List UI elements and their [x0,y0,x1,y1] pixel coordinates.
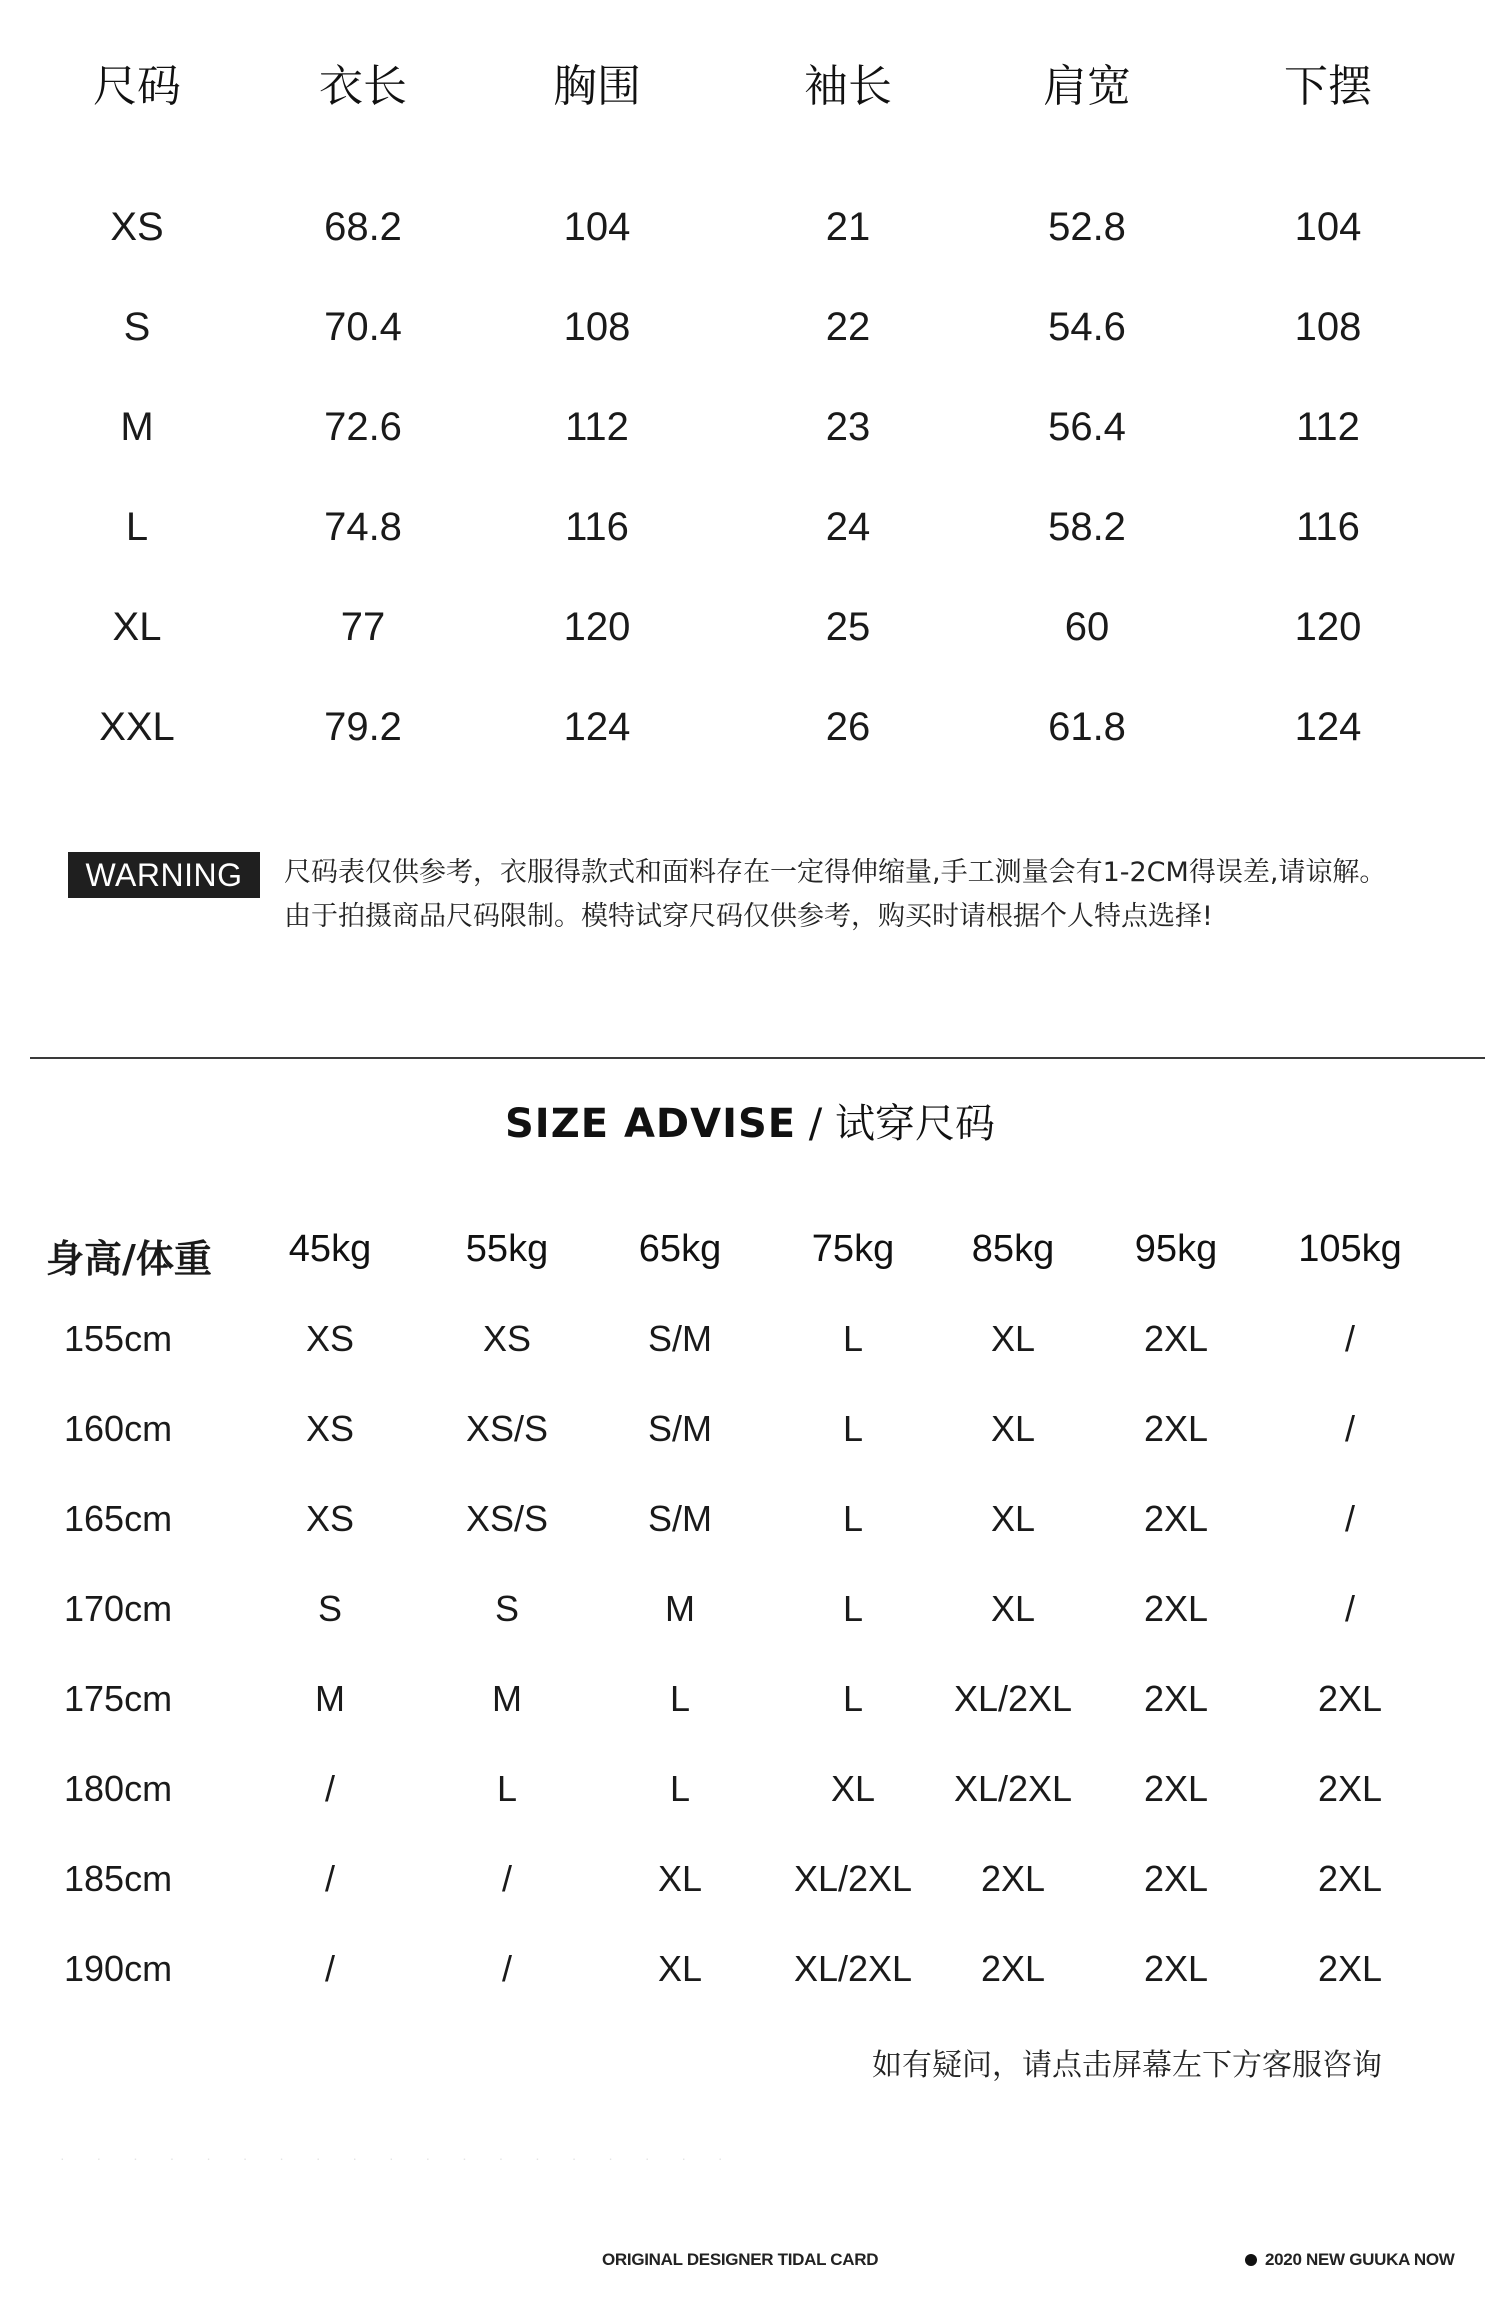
height-row-label: 155cm [64,1318,173,1359]
weight-header: 55kg [465,1228,549,1270]
size-advise-cell: 2XL [980,1858,1046,1899]
size-advise-cell: 2XL [1143,1858,1209,1899]
height-row-label: 170cm [64,1588,173,1629]
contact-note: 如有疑问，请点击屏幕左下方客服咨询 [872,2048,1382,2083]
height-row-label: 185cm [64,1858,173,1899]
size-advise-cell: XL [830,1768,876,1809]
size-chart-header: 袖长 [804,61,892,112]
size-advise-cell: 2XL [1143,1948,1209,1989]
size-chart-cell: 120 [563,605,631,649]
size-chart-header: 衣长 [319,61,407,112]
size-advise-cell: XL/2XL [953,1768,1073,1809]
weight-header: 95kg [1134,1228,1218,1270]
size-chart-cell: 77 [340,605,386,649]
size-advise-cell: S [317,1588,343,1629]
size-advise-title-cn: / 试穿尺码 [796,1101,995,1147]
size-advise-cell: 2XL [1143,1588,1209,1629]
height-row-label: 175cm [64,1678,173,1719]
height-row-label: 160cm [64,1408,173,1449]
size-chart-cell: 112 [565,405,629,449]
size-chart-cell: 120 [1294,605,1362,649]
size-chart-cell: 60 [1064,605,1110,649]
size-advise-cell: 2XL [1143,1408,1209,1449]
size-advise-cell: S/M [647,1408,713,1449]
weight-header: 75kg [811,1228,895,1270]
warning-line-2: 由于拍摄商品尺码限制。模特试穿尺码仅供参考，购买时请根据个人特点选择! [284,901,1213,932]
size-chart-header: 下摆 [1284,61,1372,112]
size-advise-cell: / [324,1948,336,1989]
size-chart-size-label: M [120,405,154,449]
size-chart-cell: 21 [825,205,871,249]
size-advise-cell: S/M [647,1318,713,1359]
size-advise-cell: L [842,1588,864,1629]
size-advise-cell: / [324,1858,336,1899]
size-chart-cell: 56.4 [1048,405,1126,449]
size-advise-cell: / [1344,1498,1356,1539]
size-chart-cell: 24 [825,505,871,549]
size-advise-cell: XS [305,1498,355,1539]
size-advise-cell: XL [990,1588,1036,1629]
size-chart-cell: 72.6 [324,405,402,449]
size-chart-cell: 104 [563,205,631,249]
size-chart-cell: 108 [1294,305,1362,349]
size-chart-cell: 124 [1294,705,1362,749]
size-advise-cell: XL/2XL [793,1858,913,1899]
size-advise-cell: XS [482,1318,532,1359]
faint-watermark-text: · · · · · · · · · · · · · · · · · · · [60,2150,737,2166]
size-chart-cell: 54.6 [1048,305,1126,349]
size-chart-size-label: S [123,305,151,349]
size-chart-cell: 58.2 [1048,505,1126,549]
size-advise-cell: / [1344,1588,1356,1629]
size-chart-size-label: XXL [99,705,175,749]
size-advise-cell: 2XL [1317,1678,1383,1719]
size-chart-cell: 26 [825,705,871,749]
size-chart-cell: 23 [825,405,871,449]
size-advise-cell: XS/S [465,1498,549,1539]
weight-header: 105kg [1298,1228,1402,1270]
size-chart-cell: 25 [825,605,871,649]
size-chart-header: 尺码 [93,61,181,112]
height-row-label: 165cm [64,1498,173,1539]
size-advise-cell: 2XL [1317,1948,1383,1989]
size-advise-cell: 2XL [1317,1768,1383,1809]
footer-right [1245,2250,1455,2270]
size-advise-cell: 2XL [1143,1768,1209,1809]
size-chart-cell: 112 [1296,405,1360,449]
size-chart-cell: 61.8 [1048,705,1126,749]
weight-header: 85kg [971,1228,1055,1270]
size-advise-cell: XL [990,1498,1036,1539]
size-advise-cell: L [842,1678,864,1719]
size-advise-cell: L [842,1318,864,1359]
size-advise-cell: L [842,1498,864,1539]
size-chart-cell: 22 [825,305,871,349]
size-chart-cell: 108 [563,305,631,349]
size-chart-header: 肩宽 [1043,61,1131,112]
bullet-dot-icon [1245,2254,1257,2266]
size-advise-cell: L [842,1408,864,1449]
size-advise-cell: XL/2XL [793,1948,913,1989]
size-advise-cell: / [501,1858,513,1899]
size-chart-header: 胸围 [553,61,641,112]
height-weight-label: 身高/体重 [46,1237,212,1281]
warning-line-1: 尺码表仅供参考，衣服得款式和面料存在一定得伸缩量,手工测量会有1-2CM得误差,请谅解。 [284,857,1387,888]
size-chart-cell: 79.2 [324,705,402,749]
size-advise-cell: L [669,1768,691,1809]
size-advise-cell: / [501,1948,513,1989]
size-advise-cell: XS/S [465,1408,549,1449]
size-chart-cell: 74.8 [324,505,402,549]
size-advise-cell: XL/2XL [953,1678,1073,1719]
size-advise-cell: XS [305,1408,355,1449]
size-advise-cell: 2XL [1143,1498,1209,1539]
size-advise-cell: XL [990,1408,1036,1449]
size-advise-title [0,1092,1500,1149]
size-advise-cell: L [669,1678,691,1719]
size-advise-cell: 2XL [980,1948,1046,1989]
size-advise-cell: / [324,1768,336,1809]
size-advise-title-en: SIZE ADVISE [505,1101,797,1147]
size-chart-cell: 116 [1296,505,1360,549]
size-advise-cell: / [1344,1318,1356,1359]
size-chart-cell: 68.2 [324,205,402,249]
footer-left-text: ORIGINAL DESIGNER TIDAL CARD [602,2250,879,2269]
size-chart-size-label: XL [112,605,162,649]
size-advise-cell: S/M [647,1498,713,1539]
size-advise-cell: L [496,1768,518,1809]
size-chart-cell: 104 [1294,205,1362,249]
size-chart-cell: 52.8 [1048,205,1126,249]
footer-right-text: 2020 NEW GUUKA NOW [1265,2250,1455,2269]
size-advise-cell: 2XL [1143,1318,1209,1359]
size-advise-cell: XL [657,1948,703,1989]
size-advise-cell: M [492,1678,522,1719]
height-row-label: 190cm [64,1948,173,1989]
size-chart-cell: 124 [563,705,631,749]
size-advise-cell: / [1344,1408,1356,1449]
height-row-label: 180cm [64,1768,173,1809]
section-divider [30,1057,1485,1059]
size-advise-cell: XL [657,1858,703,1899]
weight-header: 65kg [638,1228,722,1270]
size-advise-cell: M [315,1678,345,1719]
size-advise-cell: M [665,1588,695,1629]
weight-header: 45kg [288,1228,372,1270]
size-chart-size-label: XS [110,205,164,249]
size-advise-cell: XL [990,1318,1036,1359]
size-chart-cell: 116 [565,505,629,549]
size-advise-cell: XS [305,1318,355,1359]
size-advise-cell: 2XL [1143,1678,1209,1719]
size-advise-cell: 2XL [1317,1858,1383,1899]
size-chart-size-label: L [125,505,149,549]
size-chart-cell: 70.4 [324,305,402,349]
warning-badge: WARNING [68,852,260,898]
size-advise-cell: S [494,1588,520,1629]
